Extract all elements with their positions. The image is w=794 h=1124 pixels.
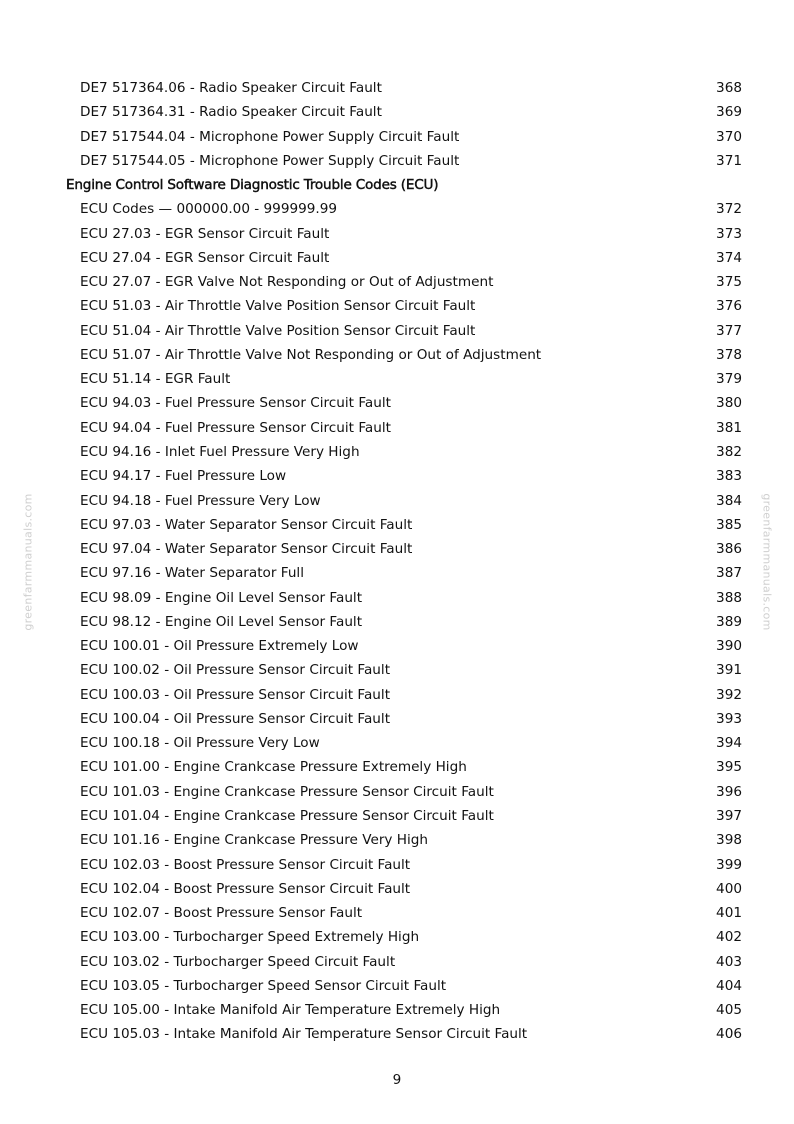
entry-title: ECU 103.02 - Turbocharger Speed Circuit Fault: [80, 953, 396, 970]
watermark-right: greenfarmmanuals.com: [760, 493, 774, 631]
entry-title: DE7 517544.05 - Microphone Power Supply Circuit Fault: [80, 152, 460, 169]
toc-entry[interactable]: [0, 76, 794, 100]
toc-entry[interactable]: [0, 1022, 794, 1046]
entry-title: ECU 101.04 - Engine Crankcase Pressure Sensor Circuit Fault: [80, 807, 494, 824]
entry-title: ECU 100.01 - Oil Pressure Extremely Low: [80, 638, 359, 655]
entry-title: ECU 27.07 - EGR Valve Not Responding or Out of Adjustment: [80, 274, 494, 291]
toc-entry[interactable]: [0, 998, 794, 1022]
toc-entry[interactable]: [0, 804, 794, 828]
entry-page-number: 379: [716, 371, 742, 388]
toc-entry[interactable]: [0, 367, 794, 391]
entry-title: DE7 517364.06 - Radio Speaker Circuit Fault: [80, 80, 382, 96]
entry-title: ECU 102.07 - Boost Pressure Sensor Fault: [80, 905, 363, 922]
entry-title: ECU 101.16 - Engine Crankcase Pressure Very High: [80, 832, 429, 849]
section-title: Engine Control Software Diagnostic Trouble Codes (ECU): [66, 177, 439, 194]
entry-page-number: 398: [716, 832, 742, 849]
entry-title: ECU 51.04 - Air Throttle Valve Position Sensor Circuit Fault: [80, 322, 476, 339]
entry-page-number: 404: [716, 977, 742, 994]
toc-entry[interactable]: [0, 950, 794, 974]
entry-title: DE7 517364.31 - Radio Speaker Circuit Fault: [80, 104, 382, 121]
entry-page-number: 371: [716, 152, 742, 169]
toc-entry[interactable]: [0, 561, 794, 585]
entry-page-number: 399: [716, 856, 742, 873]
entry-title: ECU 103.00 - Turbocharger Speed Extremely High: [80, 929, 420, 946]
entry-page-number: 369: [716, 104, 742, 121]
entry-title: ECU 27.04 - EGR Sensor Circuit Fault: [80, 249, 330, 266]
entry-page-number: 383: [716, 468, 742, 485]
entry-title: ECU 97.16 - Water Separator Full: [80, 565, 304, 582]
entry-page-number: 393: [716, 710, 742, 727]
watermark-left: greenfarmmanuals.com: [21, 493, 35, 631]
entry-title: ECU 105.00 - Intake Manifold Air Temperature Extremely High: [80, 1002, 501, 1019]
entry-title: ECU 101.00 - Engine Crankcase Pressure Extremely High: [80, 759, 467, 776]
toc-entry[interactable]: [0, 755, 794, 779]
toc-entry[interactable]: [0, 877, 794, 901]
toc-entry[interactable]: [0, 464, 794, 488]
entry-page-number: 372: [716, 201, 742, 218]
entry-page-number: 400: [716, 880, 742, 897]
entry-page-number: 397: [716, 807, 742, 824]
entry-page-number: 386: [716, 541, 742, 558]
entry-page-number: 391: [716, 662, 742, 679]
toc-entry[interactable]: [0, 222, 794, 246]
toc-entry[interactable]: [0, 974, 794, 998]
page-number: 9: [392, 1072, 402, 1088]
entry-title: ECU 103.05 - Turbocharger Speed Sensor Circuit Fault: [80, 977, 447, 994]
entry-page-number: 387: [716, 565, 742, 582]
toc-entry[interactable]: [0, 901, 794, 925]
entry-title: ECU 51.07 - Air Throttle Valve Not Responding or Out of Adjustment: [80, 346, 542, 363]
toc-entry[interactable]: [0, 683, 794, 707]
toc-entry[interactable]: [0, 658, 794, 682]
entry-page-number: 375: [716, 274, 742, 291]
toc-entry[interactable]: [0, 610, 794, 634]
entry-page-number: 401: [716, 905, 742, 922]
toc-entry[interactable]: [0, 149, 794, 173]
entry-page-number: 382: [716, 443, 742, 460]
toc-entry[interactable]: [0, 391, 794, 415]
entry-page-number: 388: [716, 589, 742, 606]
toc-entry[interactable]: [0, 343, 794, 367]
entry-page-number: 370: [716, 128, 742, 145]
entry-page-number: 394: [716, 735, 742, 752]
entry-title: ECU 105.03 - Intake Manifold Air Temperature Sensor Circuit Fault: [80, 1026, 528, 1043]
toc-entry[interactable]: [0, 100, 794, 124]
toc-entry[interactable]: [0, 197, 794, 221]
toc-list: [0, 76, 794, 1047]
toc-entry[interactable]: [0, 537, 794, 561]
entry-page-number: 392: [716, 686, 742, 703]
entry-title: ECU 98.12 - Engine Oil Level Sensor Fault: [80, 613, 363, 630]
entry-page-number: 402: [716, 929, 742, 946]
entry-page-number: 376: [716, 298, 742, 315]
entry-page-number: 403: [716, 953, 742, 970]
entry-page-number: 373: [716, 225, 742, 242]
entry-page-number: 405: [716, 1002, 742, 1019]
toc-entry[interactable]: [0, 780, 794, 804]
entry-page-number: 381: [716, 419, 742, 436]
entry-page-number: 384: [716, 492, 742, 509]
entry-title: ECU Codes — 000000.00 - 999999.99: [80, 201, 338, 218]
toc-entry[interactable]: [0, 925, 794, 949]
entry-page-number: 396: [716, 783, 742, 800]
entry-title: ECU 100.03 - Oil Pressure Sensor Circuit Fault: [80, 686, 391, 703]
entry-title: ECU 94.03 - Fuel Pressure Sensor Circuit Fault: [80, 395, 391, 412]
entry-title: ECU 51.14 - EGR Fault: [80, 371, 231, 388]
entry-title: ECU 51.03 - Air Throttle Valve Position Sensor Circuit Fault: [80, 298, 476, 315]
entry-page-number: 368: [716, 80, 742, 96]
entry-title: ECU 102.03 - Boost Pressure Sensor Circuit Fault: [80, 856, 411, 873]
entry-page-number: 378: [716, 346, 742, 363]
toc-entry[interactable]: [0, 731, 794, 755]
entry-title: ECU 100.18 - Oil Pressure Very Low: [80, 735, 320, 752]
toc-entry[interactable]: [0, 853, 794, 877]
entry-page-number: 390: [716, 638, 742, 655]
toc-entry[interactable]: [0, 707, 794, 731]
entry-title: ECU 94.16 - Inlet Fuel Pressure Very High: [80, 443, 360, 460]
entry-page-number: 385: [716, 516, 742, 533]
entry-title: ECU 101.03 - Engine Crankcase Pressure Sensor Circuit Fault: [80, 783, 494, 800]
toc-entry[interactable]: [0, 270, 794, 294]
entry-title: ECU 94.17 - Fuel Pressure Low: [80, 468, 287, 485]
toc-entry[interactable]: [0, 416, 794, 440]
entry-title: ECU 98.09 - Engine Oil Level Sensor Fault: [80, 589, 363, 606]
toc-entry[interactable]: [0, 586, 794, 610]
toc-entry[interactable]: [0, 294, 794, 318]
entry-title: ECU 97.04 - Water Separator Sensor Circuit Fault: [80, 541, 413, 558]
entry-title: DE7 517544.04 - Microphone Power Supply Circuit Fault: [80, 128, 460, 145]
toc-entry[interactable]: [0, 828, 794, 852]
entry-title: ECU 27.03 - EGR Sensor Circuit Fault: [80, 225, 330, 242]
toc-entry[interactable]: [0, 440, 794, 464]
toc-section-heading: [0, 173, 794, 197]
entry-title: ECU 94.04 - Fuel Pressure Sensor Circuit Fault: [80, 419, 391, 436]
entry-page-number: 374: [716, 249, 742, 266]
entry-title: ECU 97.03 - Water Separator Sensor Circuit Fault: [80, 516, 413, 533]
entry-page-number: 377: [716, 322, 742, 339]
entry-page-number: 406: [716, 1026, 742, 1043]
entry-title: ECU 102.04 - Boost Pressure Sensor Circuit Fault: [80, 880, 411, 897]
entry-title: ECU 100.02 - Oil Pressure Sensor Circuit Fault: [80, 662, 391, 679]
entry-title: ECU 94.18 - Fuel Pressure Very Low: [80, 492, 321, 509]
entry-page-number: 389: [716, 613, 742, 630]
toc-entry[interactable]: [0, 125, 794, 149]
toc-entry[interactable]: [0, 634, 794, 658]
entry-page-number: 395: [716, 759, 742, 776]
toc-entry[interactable]: [0, 489, 794, 513]
toc-entry[interactable]: [0, 246, 794, 270]
entry-page-number: 380: [716, 395, 742, 412]
entry-title: ECU 100.04 - Oil Pressure Sensor Circuit Fault: [80, 710, 391, 727]
toc-entry[interactable]: [0, 513, 794, 537]
toc-entry[interactable]: [0, 319, 794, 343]
